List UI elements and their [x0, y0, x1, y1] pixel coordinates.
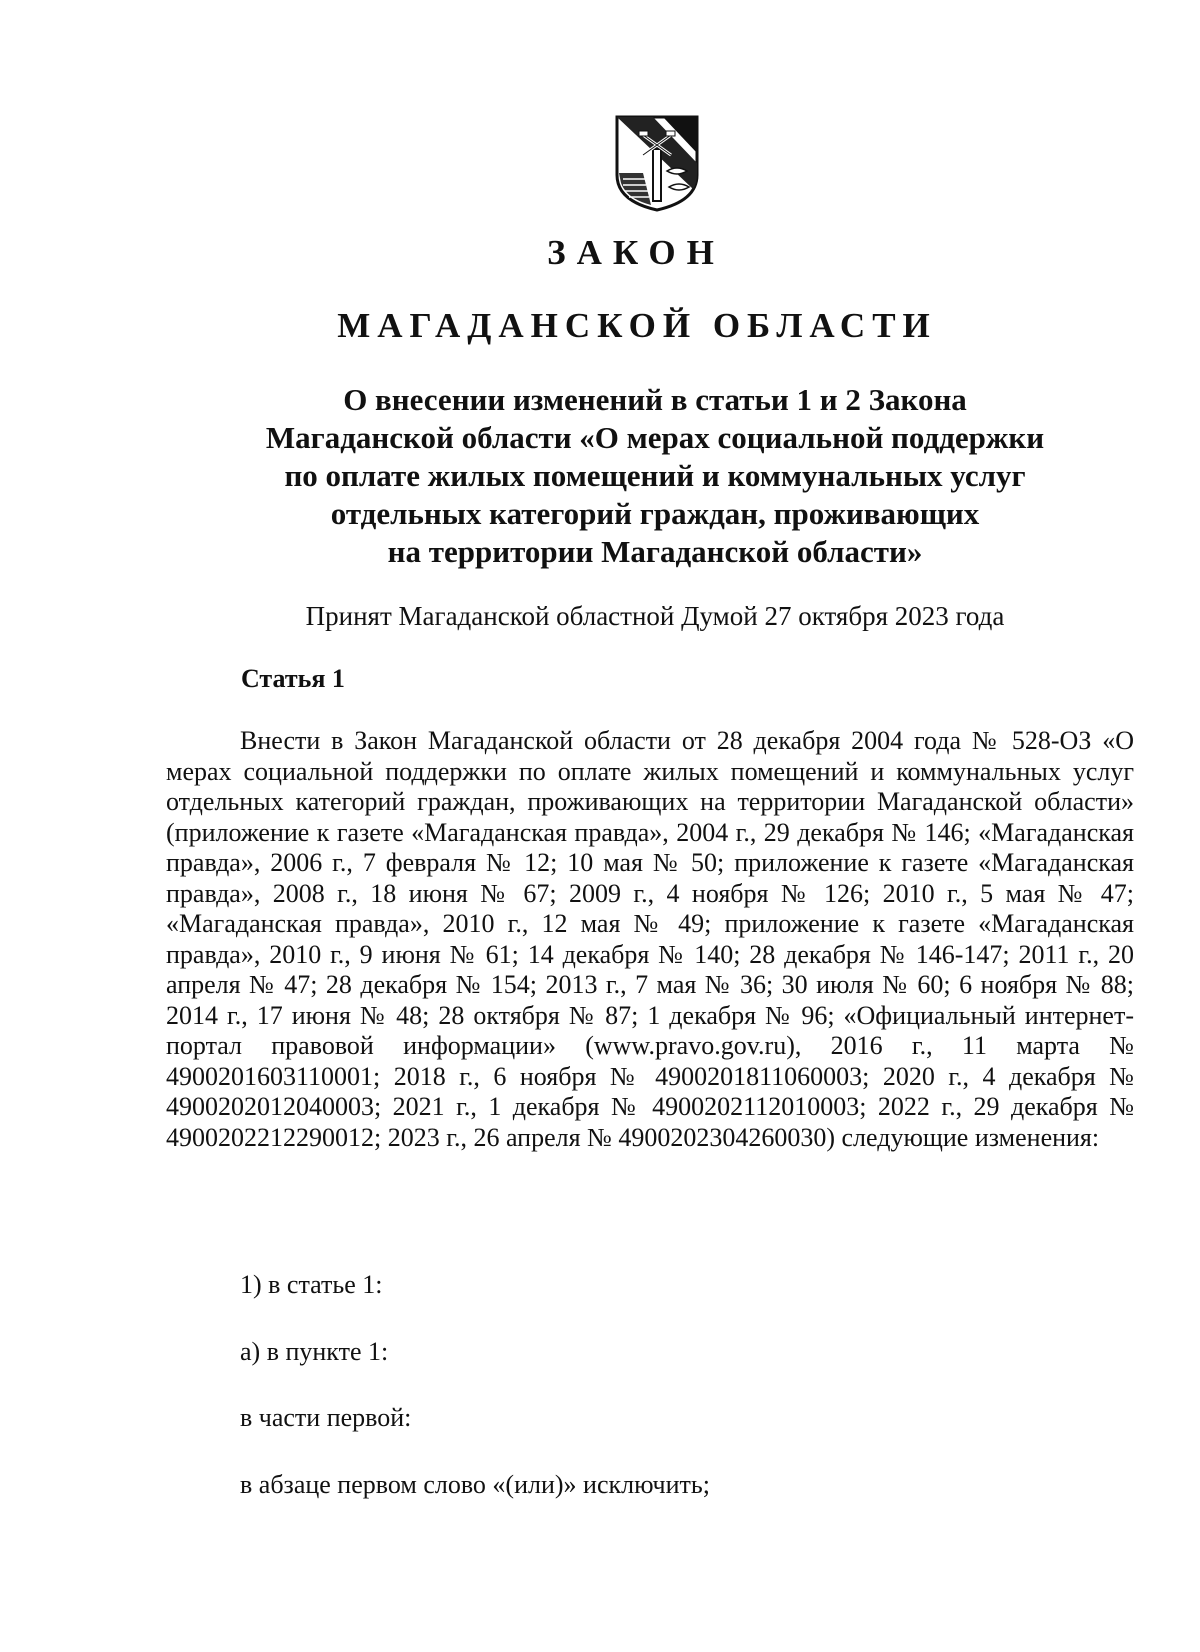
subject-line: на территории Магаданской области» — [387, 534, 923, 569]
subject-line: по оплате жилых помещений и коммунальных услуг — [284, 458, 1026, 493]
subject-line: О внесении изменений в статьи 1 и 2 Закона — [343, 382, 967, 417]
region-title: МАГАДАНСКОЙ ОБЛАСТИ — [337, 306, 937, 345]
list-item: в абзаце первом слово «(или)» исключить; — [240, 1470, 710, 1499]
list-item: а) в пункте 1: — [240, 1337, 389, 1366]
adoption-note: Принят Магаданской областной Думой 27 октября 2023 года — [305, 601, 1005, 631]
article-heading: Статья 1 — [241, 664, 345, 693]
list-item: в части первой: — [240, 1403, 412, 1432]
coat-of-arms-icon — [613, 113, 701, 213]
document-type-title: ЗАКОН — [547, 233, 725, 272]
article-paragraph: Внести в Закон Магаданской области от 28 декабря 2004 года № 528-ОЗ «О мерах социальной поддержки по оплате жилых помещений и коммунальных услуг отдельных категорий граждан, проживающих на территории Магаданской области» (приложение к газете «Магаданская правда», 2004 г., 29 декабря № 146; «Магаданская правда», 2006 г., 7 февраля № 12; 10 мая № 50; приложение к газете «Магаданская правда», 2008 г., 18 июня № 67; 2009 г., 4 ноября № 126; 2010 г., 5 мая № 47; «Магаданская правда», 2010 г., 12 мая № 49; приложение к газете «Магаданская правда», 2010 г., 9 июня № 61; 14 декабря № 140; 28 декабря № 146-147; 2011 г., 20 апреля № 47; 28 декабря № 154; 2013 г., 7 мая № 36; 30 июля № 60; 6 ноября № 88; 2014 г., 17 июня № 48; 28 октября № 87; 1 декабря № 96; «Официальный интернет-портал правовой информации» (www.pravo.gov.ru), 2016 г., 11 марта № 4900201603110001; 2018 г., 6 ноября № 4900201811060003; 2020 г., 4 декабря № 4900202012040003; 2021 г., 1 декабря № 4900202112010003; 2022 г., 29 декабря № 4900202212290012; 2023 г., 26 апреля № 4900202304260030) следующие изменения: — [166, 726, 1134, 1152]
law-subject-title — [245, 381, 1065, 571]
subject-line: отдельных категорий граждан, проживающих — [330, 496, 980, 531]
subject-line: Магаданской области «О мерах социальной поддержки — [265, 420, 1045, 455]
list-item: 1) в статье 1: — [240, 1270, 383, 1299]
